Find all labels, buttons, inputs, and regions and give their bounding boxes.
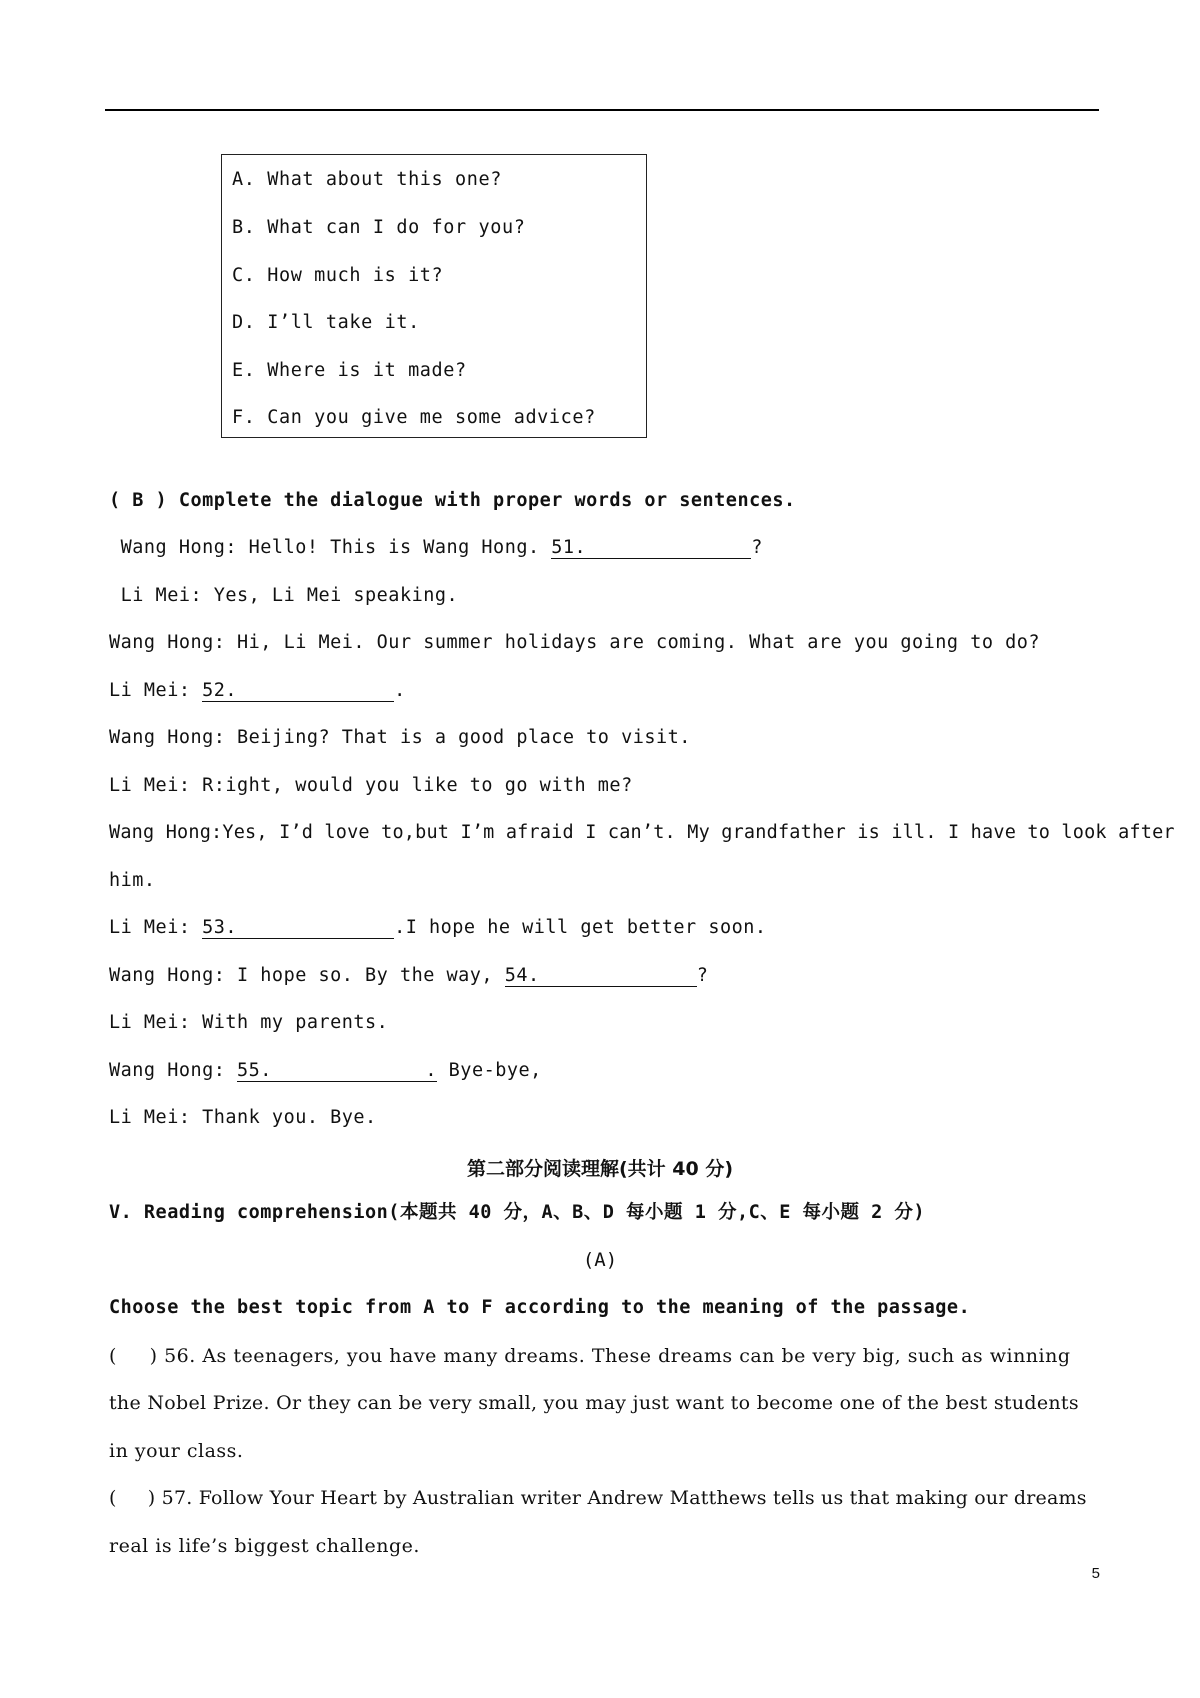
- dialogue-line-6: Li Mei: R:ight, would you like to go with me?: [109, 775, 633, 796]
- page-number: 5: [1091, 1565, 1100, 1582]
- option-c: C. How much is it?: [232, 265, 444, 286]
- option-e: E. Where is it made?: [232, 360, 467, 381]
- option-b: B. What can I do for you?: [232, 217, 526, 238]
- dialogue-text: Wang Hong: Hello! This is Wang Hong.: [109, 537, 552, 558]
- blank-number: 53.: [202, 917, 238, 938]
- dialogue-line-11: Li Mei: With my parents.: [109, 1012, 389, 1033]
- question-56-line-2: the Nobel Prize. Or they can be very small, you may just want to become one of the best students: [109, 1392, 1079, 1414]
- answer-blank-53[interactable]: [202, 918, 394, 939]
- dialogue-text: Wang Hong:: [109, 1060, 238, 1081]
- dialogue-line-9: [109, 916, 767, 940]
- answer-blank-54[interactable]: [505, 966, 697, 987]
- dialogue-text: Li Mei:: [109, 917, 203, 938]
- header-rule: [105, 109, 1099, 111]
- blank-number: 51.: [551, 537, 587, 558]
- dialogue-text: Wang Hong: I hope so. By the way,: [109, 965, 505, 986]
- dialogue-line-4: [109, 679, 406, 703]
- question-57-line-1: ( ) 57. Follow Your Heart by Australian writer Andrew Matthews tells us that making our dreams: [109, 1487, 1087, 1509]
- section-b-heading: ( B ) Complete the dialogue with proper words or sentences.: [109, 490, 796, 511]
- dialogue-line-2: Li Mei: Yes, Li Mei speaking.: [109, 585, 459, 606]
- dialogue-text: ?: [751, 537, 763, 558]
- blank-number: 52.: [202, 680, 238, 701]
- dialogue-line-1: [109, 536, 763, 560]
- blank-number: 55.: [237, 1060, 272, 1081]
- dialogue-line-5: Wang Hong: Beijing? That is a good place to visit.: [109, 727, 691, 748]
- dialogue-text: .I hope he will get better soon.: [394, 917, 767, 938]
- dialogue-line-7: Wang Hong:Yes, I’d love to,but I’m afraid I can’t. My grandfather is ill. I have to look after: [109, 822, 1175, 843]
- dialogue-line-10: [109, 964, 708, 988]
- answer-blank-55[interactable]: [237, 1061, 437, 1082]
- dialogue-text: Li Mei:: [109, 680, 203, 701]
- option-d: D. I’ll take it.: [232, 312, 420, 333]
- reading-heading: V. Reading comprehension(本题共 40 分，A、B、D 每小题 1 分,C、E 每小题 2 分): [109, 1202, 926, 1223]
- dialogue-line-12: [109, 1059, 542, 1083]
- answer-blank-51[interactable]: [551, 538, 751, 559]
- section-a-label: (A): [582, 1249, 618, 1271]
- option-a: A. What about this one?: [232, 169, 502, 190]
- question-57-line-2: real is life’s biggest challenge.: [109, 1535, 420, 1557]
- question-56-line-1: ( ) 56. As teenagers, you have many dreams. These dreams can be very big, such as winning: [109, 1345, 1071, 1367]
- dialogue-text: .: [394, 680, 406, 701]
- instruction-line: Choose the best topic from A to F according to the meaning of the passage.: [109, 1297, 971, 1318]
- dialogue-line-13: Li Mei: Thank you. Bye.: [109, 1107, 377, 1128]
- part-two-title: 第二部分阅读理解(共计 40 分): [466, 1158, 734, 1180]
- options-box: [221, 154, 647, 438]
- blank-period: .: [425, 1060, 438, 1081]
- answer-blank-52[interactable]: [202, 681, 394, 702]
- option-f: F. Can you give me some advice?: [232, 407, 596, 428]
- dialogue-line-3: Wang Hong: Hi, Li Mei. Our summer holidays are coming. What are you going to do?: [109, 632, 1041, 653]
- dialogue-line-8: him.: [109, 870, 156, 891]
- question-56-line-3: in your class.: [109, 1440, 244, 1462]
- blank-number: 54.: [504, 965, 540, 986]
- dialogue-text: ?: [696, 965, 709, 986]
- dialogue-text: Bye-bye,: [437, 1060, 542, 1081]
